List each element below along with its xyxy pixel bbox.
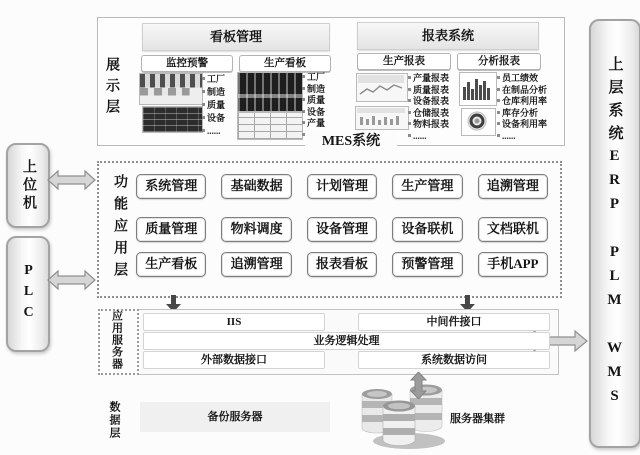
list-item: 员工绩效: [497, 73, 547, 85]
module-button: 基础数据: [221, 174, 291, 199]
module-button: 追溯管理: [478, 174, 548, 199]
production-report-item-list: [408, 73, 449, 142]
list-item: 制造: [202, 86, 225, 99]
list-item: ......: [202, 125, 225, 138]
module-button: 设备联机: [392, 217, 462, 242]
list-item: 设备: [302, 107, 325, 119]
analysis-report-item-list: [497, 73, 547, 142]
report-line-chart-thumbnail: [356, 73, 408, 102]
server-cluster-label: 服务器集群: [450, 413, 505, 425]
list-item: 产量: [302, 118, 325, 130]
production-report-subheader: 生产报表: [357, 53, 451, 70]
list-item: 工厂: [202, 73, 225, 86]
list-item: 工厂: [302, 72, 325, 84]
module-button: 生产看板: [136, 252, 206, 277]
list-item: 物料报表: [408, 119, 449, 131]
monitor-screen-thumbnail: [142, 106, 203, 133]
system-data-access-box: 系统数据访问: [358, 351, 550, 369]
plc-node: PLC: [6, 236, 50, 352]
host-computer-node: 上位机: [6, 143, 50, 228]
module-button: 生产管理: [392, 174, 462, 199]
list-item: 质量: [302, 95, 325, 107]
list-item: 仓储报表: [408, 108, 449, 120]
line-chart-icon: [357, 74, 405, 99]
bidirectional-arrow-icon: [47, 169, 96, 191]
list-item: ......: [408, 131, 449, 143]
backup-server-box: 备份服务器: [140, 402, 330, 432]
report-system-header: 报表系统: [357, 22, 539, 50]
module-button: 报表看板: [307, 252, 377, 277]
list-item: 产量报表: [408, 73, 449, 85]
list-item: 仓库利用率: [497, 96, 547, 108]
production-kanban-subheader: 生产看板: [239, 55, 331, 72]
vertical-bidirectional-arrow-icon: [410, 372, 427, 399]
list-item: 质量: [202, 99, 225, 112]
mini-bars-icon: [356, 107, 406, 127]
list-item: 库存分析: [497, 108, 547, 120]
mes-system-label: MES系统: [305, 132, 397, 152]
production-board-thumbnail: [237, 72, 303, 112]
module-button: 系统管理: [136, 174, 206, 199]
module-button: 文档联机: [478, 217, 548, 242]
module-button: 追溯管理: [221, 252, 291, 277]
list-item: ......: [497, 131, 547, 143]
module-button: 手机APP: [478, 252, 548, 277]
middleware-interface-box: 中间件接口: [358, 313, 550, 331]
monitor-alert-subheader: 监控预警: [141, 55, 233, 72]
analysis-report-subheader: 分析报表: [457, 53, 541, 70]
function-row-3: [136, 252, 548, 277]
gauge-icon: [462, 109, 493, 133]
bidirectional-arrow-icon: [47, 269, 96, 291]
production-table-thumbnail: [237, 112, 303, 140]
module-button: 物料调度: [221, 217, 291, 242]
module-button: 计划管理: [307, 174, 377, 199]
kanban-management-header: 看板管理: [142, 23, 330, 51]
database-cluster-icon: [354, 382, 450, 452]
app-server-label: 应用服务器: [110, 310, 123, 370]
list-item: 设备: [202, 112, 225, 125]
bar-chart-icon: [460, 73, 494, 103]
list-item: 设备利用率: [497, 119, 547, 131]
display-layer-label: 展示层: [104, 56, 119, 120]
data-layer-label: 数据层: [108, 400, 120, 440]
function-row-1: [136, 174, 548, 199]
iis-box: IIS: [143, 313, 325, 331]
business-logic-box: 业务逻辑处理: [143, 332, 550, 350]
monitor-dashboard-thumbnail: [139, 73, 203, 105]
module-button: 质量管理: [136, 217, 206, 242]
monitor-alert-item-list: [202, 73, 225, 138]
module-button: 预警管理: [392, 252, 462, 277]
module-button: 设备管理: [307, 217, 377, 242]
analysis-bar-chart-thumbnail: [459, 72, 497, 106]
list-item: 制造: [302, 84, 325, 96]
upper-system-node: 上层系统ERP PLM WMS: [589, 19, 640, 448]
external-data-interface-box: 外部数据接口: [143, 351, 325, 369]
function-row-2: [136, 217, 548, 242]
analysis-gauge-thumbnail: [461, 108, 496, 136]
list-item: 设备报表: [408, 96, 449, 108]
list-item: 在制品分析: [497, 85, 547, 97]
report-bars-thumbnail: [355, 106, 409, 130]
production-kanban-item-list: [302, 72, 325, 141]
list-item: 质量报表: [408, 85, 449, 97]
function-layer-label: 功能应用层: [112, 174, 127, 284]
